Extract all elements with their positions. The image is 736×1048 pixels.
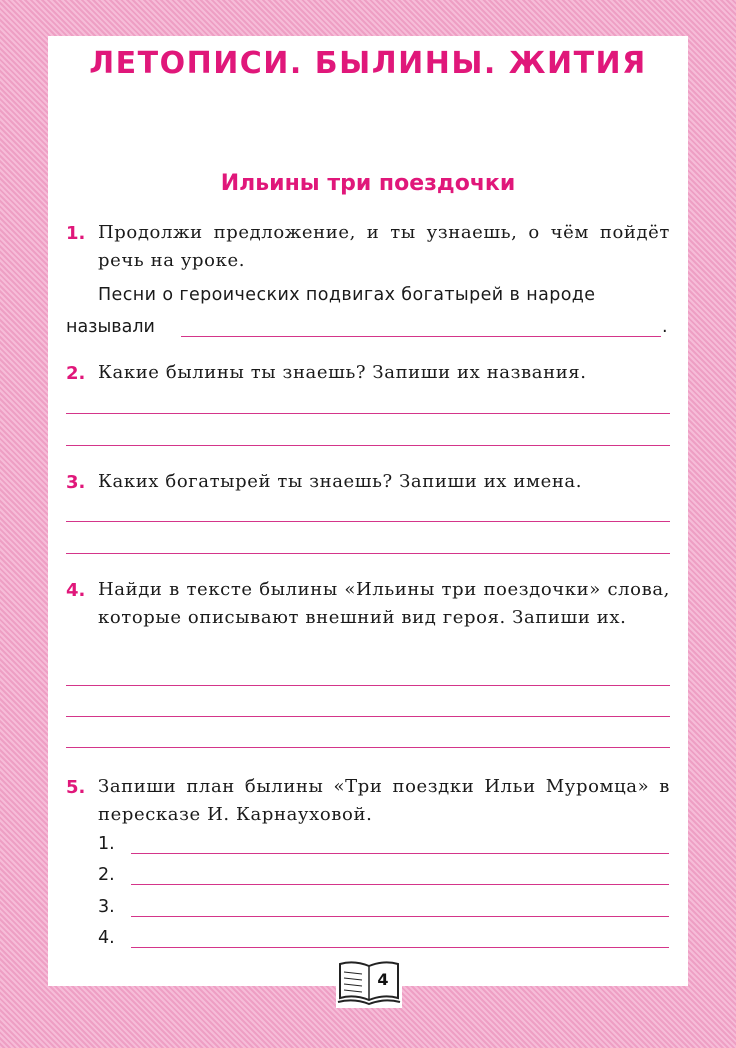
task-1-sentence-word: называли [66,317,155,337]
answer-line-task-4-c[interactable] [66,747,670,748]
answer-line-task-2-a[interactable] [66,413,670,414]
plan-item-3-number: 3. [98,897,115,917]
book-icon [336,952,402,1008]
task-2-text: Какие былины ты знаешь? Запиши их названия. [98,362,587,383]
plan-item-4-number: 4. [98,928,115,948]
answer-line-task-3-a[interactable] [66,521,670,522]
answer-line-task-4-b[interactable] [66,716,670,717]
task-1-number: 1. [66,223,86,244]
answer-line-task-2-b[interactable] [66,445,670,446]
task-3-text: Каких богатырей ты знаешь? Запиши их имена. [98,471,583,492]
answer-line-task-3-b[interactable] [66,553,670,554]
answer-line-task-4-a[interactable] [66,685,670,686]
lesson-title: Ильины три поездочки [220,171,516,196]
task-5-number: 5. [66,777,86,798]
plan-line-2[interactable] [131,884,669,885]
plan-line-1[interactable] [131,853,669,854]
workbook-page [48,36,688,986]
task-4-number: 4. [66,580,86,601]
task-5-text: Запиши план былины «Три поездки Ильи Муромца» в пересказе И. Карнауховой. [98,776,670,825]
task-1-sentence-end: . [662,317,668,337]
task-4-text: Найди в тексте былины «Ильины три поездочки» слова, которые описывают внешний вид героя. Запиши их. [98,579,670,628]
plan-item-2-number: 2. [98,865,115,885]
page-number: 4 [372,970,394,989]
plan-line-4[interactable] [131,947,669,948]
answer-line-task-1[interactable] [181,336,661,337]
task-1-text: Продолжи предложение, и ты узнаешь, о чём пойдёт речь на уроке. [98,222,670,271]
task-3-number: 3. [66,472,86,493]
plan-item-1-number: 1. [98,834,115,854]
task-1-sentence-start: Песни о героических подвигах богатырей в народе [98,285,596,305]
section-title: ЛЕТОПИСИ. БЫЛИНЫ. ЖИТИЯ [89,46,647,81]
plan-line-3[interactable] [131,916,669,917]
task-2-number: 2. [66,363,86,384]
